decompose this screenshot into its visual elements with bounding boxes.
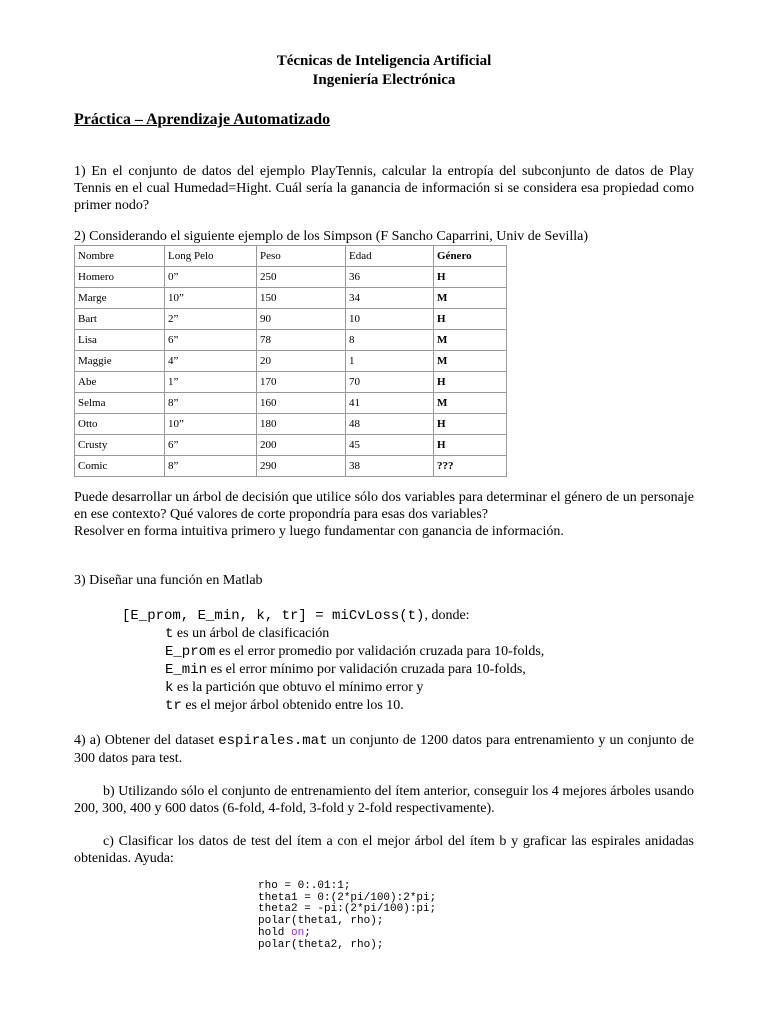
table-cell: 8” [165,456,257,477]
table-cell: 1” [165,372,257,393]
code-text: theta1 = 0:(2*pi/100):2*pi; [258,891,437,904]
definition-text: es la partición que obtuvo el mínimo error y [173,680,424,695]
definition-code: tr [165,698,182,714]
definition-line [165,661,526,679]
definition-code: E_prom [165,644,216,660]
definition-text: es el mejor árbol obtenido entre los 10. [181,698,404,713]
code-line [258,940,383,952]
table-cell: Bart [75,309,165,330]
table-cell: 36 [346,267,434,288]
header-course: Técnicas de Inteligencia Artificial [276,53,492,69]
question-4a-prefix: 4) a) Obtener del dataset [74,733,219,748]
definition-text: es un árbol de clasificación [173,626,330,641]
table-cell: 45 [346,435,434,456]
table-cell: H [434,435,507,456]
table-row [75,414,507,435]
question-3-intro: 3) Diseñar una función en Matlab [74,573,263,588]
table-row [75,351,507,372]
table-cell: 8 [346,330,434,351]
code-text: ; [304,926,311,939]
table-cell: 20 [257,351,346,372]
table-cell: 180 [257,414,346,435]
definition-line [165,643,544,661]
code-keyword: on [291,926,305,939]
code-text: polar(theta1, rho); [258,915,384,928]
table-cell: 8” [165,393,257,414]
table-cell: 0” [165,267,257,288]
table-cell: H [434,267,507,288]
table-cell: 90 [257,309,346,330]
table-cell: Homero [75,267,165,288]
header-career: Ingeniería Electrónica [312,72,456,88]
table-cell: 1 [346,351,434,372]
table-cell: 10” [165,288,257,309]
question-4a-suffix: un conjunto de 1200 datos para entrenamiento y un conjunto de 300 datos para test. [74,733,694,766]
simpsons-table [74,245,507,477]
table-cell: 250 [257,267,346,288]
table-cell: 200 [257,435,346,456]
definition-text: es el error mínimo por validación cruzada para 10-folds, [207,662,526,677]
table-cell: Comic [75,456,165,477]
table-cell: 34 [346,288,434,309]
table-cell: 70 [346,372,434,393]
definition-text: es el error promedio por validación cruzada para 10-folds, [215,644,545,659]
table-cell: M [434,393,507,414]
question-4a-dataset: espirales.mat [218,733,328,749]
table-cell: Otto [75,414,165,435]
table-cell: 150 [257,288,346,309]
function-signature [122,607,470,625]
table-cell: 290 [257,456,346,477]
table-cell: 41 [346,393,434,414]
table-row [75,372,507,393]
table-cell: 48 [346,414,434,435]
definition-line [165,625,329,643]
question-1: 1) En el conjunto de datos del ejemplo PlayTennis, calcular la entropía del subconjunto de datos de Play Tennis en el cual Humedad=Hight. Cuál sería la ganancia de información si se considera esa propiedad como primer nodo? [74,164,694,213]
table-cell: 2” [165,309,257,330]
definition-code: t [165,626,174,642]
code-text: hold [258,926,292,939]
table-cell: 6” [165,330,257,351]
table-cell: 170 [257,372,346,393]
definition-line [165,697,404,715]
table-row [75,393,507,414]
table-row [75,309,507,330]
table-row [75,435,507,456]
definition-code: k [165,680,174,696]
table-cell: Lisa [75,330,165,351]
question-2-instruction: Resolver en forma intuitiva primero y luego fundamentar con ganancia de información. [74,524,564,539]
table-cell: Crusty [75,435,165,456]
table-header-row [75,246,507,267]
question-2-intro: 2) Considerando el siguiente ejemplo de los Simpson (F Sancho Caparrini, Univ de Sevilla) [74,229,589,244]
table-cell: 38 [346,456,434,477]
table-cell: Selma [75,393,165,414]
code-text: polar(theta2, rho); [258,938,384,951]
table-cell: M [434,351,507,372]
table-cell: 160 [257,393,346,414]
table-cell: 10” [165,414,257,435]
function-signature-code: [E_prom, E_min, k, tr] = miCvLoss(t) [122,608,425,624]
table-cell: Long Pelo [165,246,257,267]
code-text: rho = 0:.01:1; [258,880,351,892]
table-row [75,288,507,309]
question-4c: c) Clasificar los datos de test del ítem a con el mejor árbol del ítem b y graficar las espirales anidadas obtenidas. Ayuda: [74,834,694,866]
table-cell: 4” [165,351,257,372]
question-4b: b) Utilizando sólo el conjunto de entrenamiento del ítem anterior, conseguir los 4 mejores árboles usando 200, 300, 400 y 600 datos (6-fold, 4-fold, 3-fold y 2-fold respectivamente). [74,784,694,816]
table-row [75,267,507,288]
table-cell: M [434,330,507,351]
table-cell: H [434,309,507,330]
table-cell: ??? [434,456,507,477]
table-cell: 6” [165,435,257,456]
table-cell: Abe [75,372,165,393]
code-text: theta2 = -pi:(2*pi/100):pi; [258,903,437,916]
table-cell: Maggie [75,351,165,372]
table-row [75,330,507,351]
table-cell: M [434,288,507,309]
definition-line [165,679,423,697]
table-cell: 10 [346,309,434,330]
table-cell: H [434,372,507,393]
table-cell: H [434,414,507,435]
question-4a [74,732,694,767]
page-title: Práctica – Aprendizaje Automatizado [74,111,331,128]
definition-code: E_min [165,662,208,678]
table-cell: Marge [75,288,165,309]
table-cell: Nombre [75,246,165,267]
table-cell: Peso [257,246,346,267]
table-cell: Edad [346,246,434,267]
question-2-followup: Puede desarrollar un árbol de decisión que utilice sólo dos variables para determinar el género de un personaje en ese contexto? Qué valores de corte propondría para esas dos variables? [74,490,694,522]
function-signature-suffix: , donde: [424,608,470,623]
table-row [75,456,507,477]
table-cell: 78 [257,330,346,351]
table-cell: Género [434,246,507,267]
